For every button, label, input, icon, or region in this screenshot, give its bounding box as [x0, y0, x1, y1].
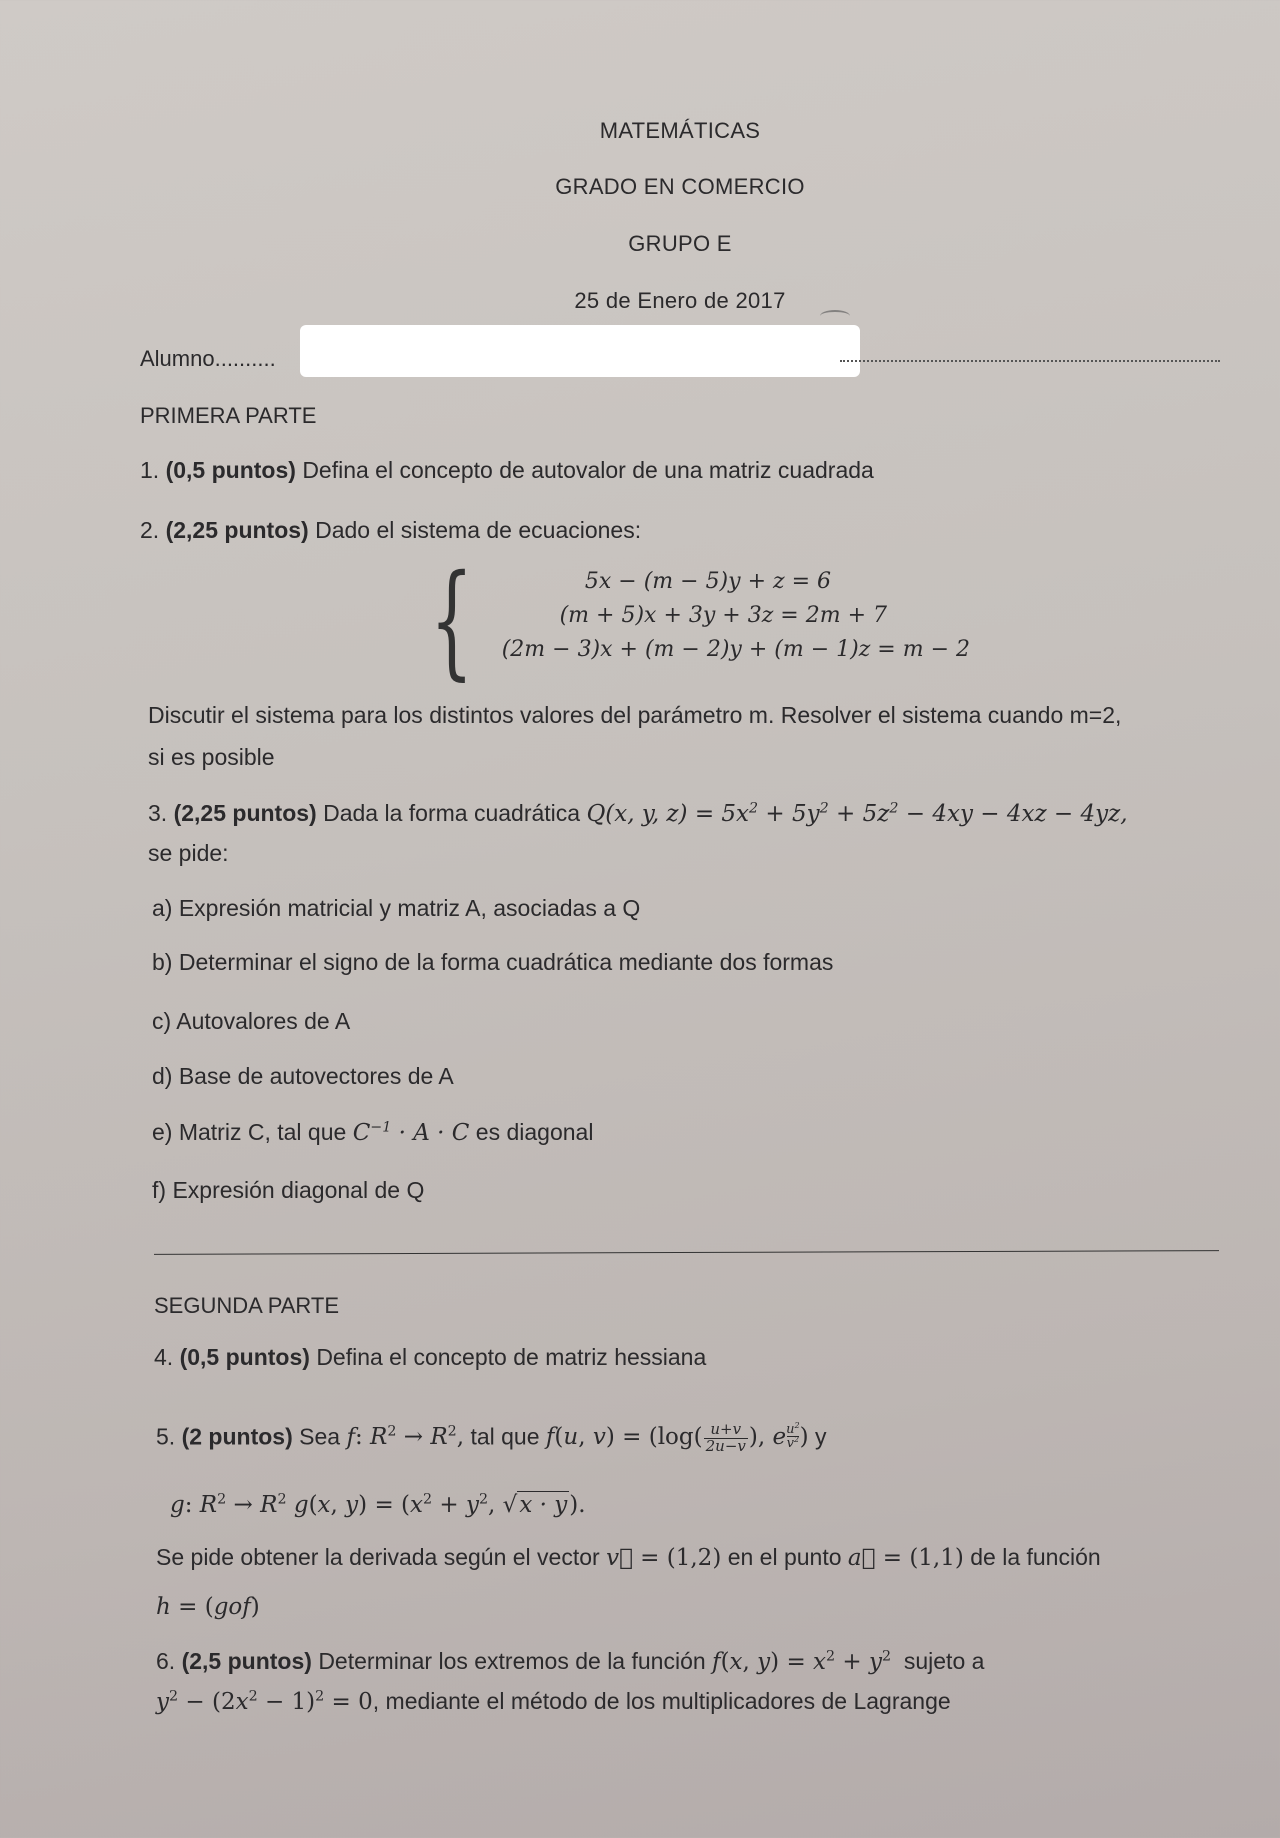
q5-points: (2 puntos) — [181, 1423, 293, 1450]
question-6 — [156, 1648, 984, 1675]
q1-points: (0,5 puntos) — [165, 457, 296, 483]
q5-derivative-line — [156, 1544, 1101, 1571]
objective-formula: f(x, $y) = x^2 + y^2$ — [712, 1648, 892, 1675]
q1-text: Defina el concepto de autovalor de una matriz cuadrada — [302, 457, 874, 483]
q6-method: , mediante el método de los multiplicadores de Lagrange — [372, 1688, 951, 1714]
q4-text: Defina el concepto de matriz hessiana — [316, 1344, 707, 1370]
q3-item-b: b) Determinar el signo de la forma cuadrática mediante dos formas — [152, 949, 834, 975]
f-mapping-rest: : $R^2 \to R^2$, — [354, 1423, 465, 1451]
question-3 — [148, 800, 1128, 827]
q2-number: 2. — [140, 517, 160, 543]
equation-2: (m + 5)x + 3y + 3z = 2m + 7 — [559, 603, 887, 628]
q1-number: 1. — [140, 457, 160, 483]
equation-system — [430, 549, 970, 693]
system-brace: { — [430, 549, 474, 693]
equation-3: (2m − 3)x + (m − 2)y + (m − 1)z = m − 2 — [501, 637, 970, 662]
vector-v-formula: v⃗ = (1,2) — [606, 1545, 722, 1571]
pencil-mark — [820, 310, 850, 322]
quadratic-form-formula: Q(x, y, $z) = 5x^2 + 5y^2 + 5z^2 - 4xy - 4xz - 4yz$, — [586, 800, 1128, 827]
q3-item-e — [152, 1119, 593, 1146]
q4-points: (0,5 puntos) — [179, 1344, 310, 1370]
q5-number: 5. — [156, 1423, 176, 1450]
q6-number: 6. — [156, 1648, 176, 1674]
exam-date: 25 de Enero de 2017 — [574, 288, 786, 313]
q5-y: y — [814, 1423, 827, 1450]
q4-number: 4. — [154, 1344, 174, 1370]
q2-discuss-line-2: si es posible — [148, 744, 275, 770]
q3-item-a: a) Expresión matricial y matriz A, asociadas a Q — [152, 895, 641, 921]
q3-points: (2,25 puntos) — [173, 800, 317, 826]
q3-se-pide: se pide: — [148, 840, 229, 866]
student-dotted-line — [840, 360, 1220, 362]
q3-item-d: d) Base de autovectores de A — [152, 1063, 454, 1089]
diagonalization-formula: $C^{-1} \cdot A \cdot C$ — [352, 1119, 470, 1146]
part1-title: PRIMERA PARTE — [140, 403, 317, 428]
q3-text: Dada la forma cuadrática — [323, 800, 581, 826]
question-2 — [140, 517, 641, 544]
q5-line3: Se pide obtener la derivada según el vector — [156, 1544, 600, 1570]
q5-sea: Sea — [299, 1423, 341, 1450]
q2-points: (2,25 puntos) — [165, 517, 309, 543]
h-composition-formula: h = (gof) — [156, 1594, 260, 1620]
q3-number: 3. — [148, 800, 168, 826]
f-mapping-formula: f — [346, 1424, 355, 1451]
redaction-block — [300, 325, 860, 377]
question-1 — [140, 457, 874, 484]
point-a-formula: a⃗ = (1,1) — [847, 1545, 964, 1571]
q5-de-funcion: de la función — [970, 1544, 1101, 1570]
q6-points: (2,5 puntos) — [181, 1648, 312, 1674]
q3-item-c: c) Autovalores de A — [152, 1008, 351, 1034]
q6-constraint-line — [156, 1688, 951, 1715]
part2-title: SEGUNDA PARTE — [154, 1293, 340, 1318]
q2-text: Dado el sistema de ecuaciones: — [315, 517, 642, 543]
constraint-formula: $y^2 - (2x^2 - 1)^2 = 0$ — [156, 1688, 373, 1715]
q3-item-f: f) Expresión diagonal de Q — [152, 1177, 425, 1203]
question-4 — [154, 1344, 706, 1371]
q2-discuss-line-1: Discutir el sistema para los distintos valores del parámetro m. Resolver el sistema cuando m=2, — [148, 702, 1122, 728]
q6-sujeto: sujeto a — [903, 1648, 985, 1674]
q5-tal-que: tal que — [470, 1423, 540, 1450]
g-definition-formula: g: $R^2 \to R^2$ g(x, $y) = (x^2 + y^2$, √x · y). — [170, 1491, 586, 1518]
q3-item-e-suffix: es diagonal — [475, 1119, 594, 1145]
subject-title: MATEMÁTICAS — [599, 118, 761, 143]
f-definition-formula: f(u, v) = (log( $\frac{u+v}{2u-v}$ ), e $\frac{u^2}{v^2}$ ) — [545, 1420, 809, 1455]
q5-en-punto: en el punto — [727, 1544, 842, 1570]
section-divider — [154, 1250, 1219, 1255]
degree-title: GRADO EN COMERCIO — [555, 174, 805, 199]
equation-1: 5x − (m − 5)y + z = 6 — [584, 569, 831, 594]
question-5 — [156, 1422, 826, 1455]
student-label: Alumno.......... — [140, 346, 276, 371]
q3-item-e-text: e) Matriz C, tal que — [152, 1119, 347, 1145]
group-title: GRUPO E — [628, 231, 732, 256]
q6-text: Determinar los extremos de la función — [318, 1648, 706, 1674]
